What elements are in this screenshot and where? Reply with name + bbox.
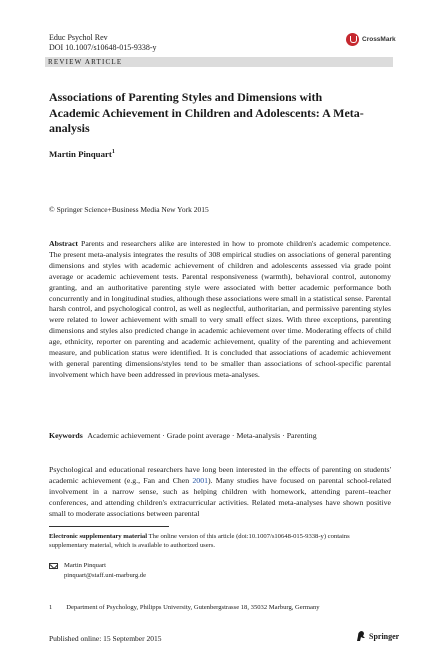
journal-header <box>49 33 157 53</box>
citation-link[interactable]: 2001 <box>192 476 208 485</box>
contact-block <box>49 561 146 580</box>
author-affiliation-mark: 1 <box>111 149 115 156</box>
supplementary-note <box>49 532 389 550</box>
journal-name: Educ Psychol Rev <box>49 33 108 42</box>
author-name[interactable]: Martin Pinquart <box>49 149 112 159</box>
keywords <box>49 431 317 440</box>
doi-line[interactable]: DOI 10.1007/s10648-015-9338-y <box>49 43 157 52</box>
intro-text-2: ). Many studies have focused on parental school-related involvement in a narrow sense, such as helping children with homework, attending parent–teacher conferences, and attending children's extracurricular activities. Related meta-analyses have shown positive small to moderate associations between parental <box>49 476 391 518</box>
abstract-label: Abstract <box>49 239 79 248</box>
keywords-text: Academic achievement · Grade point average · Meta-analysis · Parenting <box>87 431 317 440</box>
article-title: Associations of Parenting Styles and Dimensions with Academic Achievement in Children and Adolescents: A Meta-analysis <box>49 90 364 135</box>
abstract-text: Parents and researchers alike are interested in how to promote children's academic competence. The present meta-analysis integrates the results of 308 empirical studies on associations of general parenting dimensions and styles with academic achievement of children and adolescents assessed via grade point average or academic achievement tests. Parental responsiveness (warmth), behavioral control, autonomy granting, and an authoritative parenting style were associated with better academic performance both concurrently and in longitudinal studies, although these associations were small in a statistical sense. Parental harsh control, and psychological control, as well as neglectful, authoritarian, and permissive parenting styles were related to lower achievement with small to very small effect sizes. With three exceptions, parenting dimensions and styles also predicted change in academic achievement over time. Moderating effects of child age, ethnicity, reporter on parenting and academic achievement, quality of the parenting and achievement measure, and publication status were identified. It is concluded that associations of academic achievement with general parenting dimensions/styles tend to be smaller than associations of school-specific parental involvement which have been addressed in previous meta-analyses. <box>49 239 391 379</box>
supplementary-label: Electronic supplementary material <box>49 533 148 540</box>
supplementary-text: The online version of this article (doi:10.1007/s10648-015-9338-y) contains supplementary material, which is available to authorized users. <box>49 533 350 549</box>
intro-text-1: Psychological and educational researchers have long been interested in the effects of parenting on students' academic achievement (e.g., Fan and Chen <box>49 465 391 485</box>
springer-logo <box>355 630 399 642</box>
affiliation-text: Department of Psychology, Philipps University, Gutenbergstrasse 18, 35032 Marburg, Germany <box>66 604 320 611</box>
author-line <box>49 149 115 159</box>
affiliation-footnote <box>49 604 320 611</box>
crossmark-label: CrossMark <box>362 36 396 43</box>
crossmark-badge[interactable] <box>346 33 396 46</box>
abstract <box>49 239 391 381</box>
crossmark-icon <box>346 33 359 46</box>
keywords-label: Keywords <box>49 431 83 440</box>
intro-paragraph <box>49 464 391 519</box>
envelope-icon <box>49 563 58 569</box>
contact-email[interactable]: pinquart@staff.uni-marburg.de <box>64 571 147 579</box>
copyright-line: © Springer Science+Business Media New York 2015 <box>49 205 209 214</box>
publisher-name: Springer <box>369 631 400 641</box>
contact-name: Martin Pinquart <box>64 562 106 569</box>
springer-horse-icon <box>355 630 366 642</box>
article-type-band: REVIEW ARTICLE <box>45 57 393 67</box>
published-date: Published online: 15 September 2015 <box>49 634 162 643</box>
footnote-divider <box>49 526 169 527</box>
affiliation-mark: 1 <box>49 604 53 611</box>
